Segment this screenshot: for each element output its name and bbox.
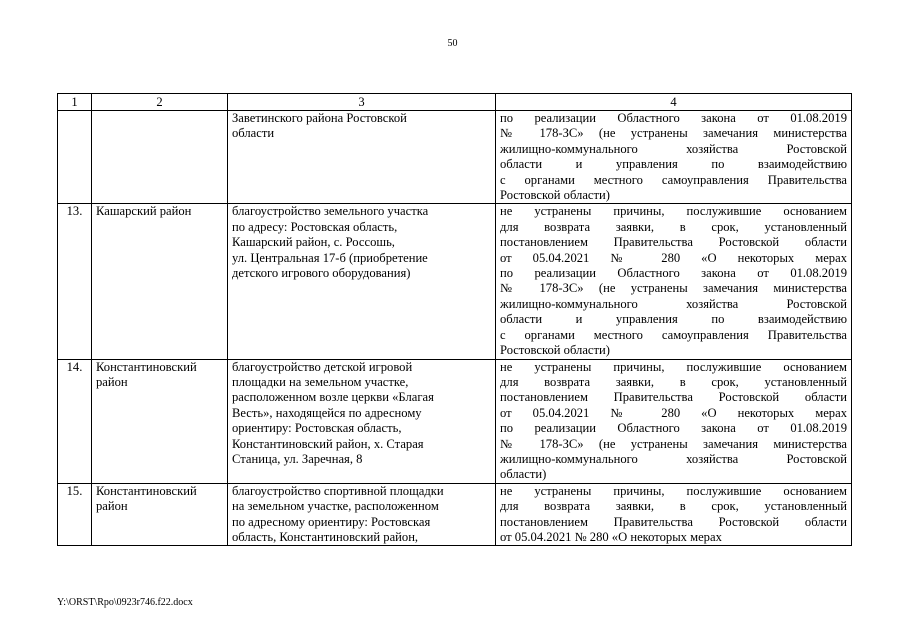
cell-text-line: жилищно-коммунального хозяйства Ростовской [500,141,847,156]
cell-text-line: № 178-ЗС» (не устранены замечания министерства [500,281,847,296]
cell-text-line: области и управления по взаимодействию [500,157,847,172]
cell-text-line: не устранены причины, послужившие основанием [500,204,847,219]
cell-text-line: благоустройство земельного участка [232,204,429,219]
cell-text-line: не устранены причины, послужившие основанием [500,359,847,374]
reason-cell [496,204,852,359]
cell-text-line: Константиновский [96,483,197,498]
table-row [58,483,852,546]
cell-text-line: расположенном возле церкви «Благая [232,390,434,405]
cell-text-line: для возврата заявки, в срок, установленный [500,374,847,389]
cell-text-line: жилищно-коммунального хозяйства Ростовской [500,296,847,311]
row-number-cell [58,111,92,204]
column-header-1: 1 [58,94,92,111]
cell-text-line: Заветинского района Ростовской [232,111,407,125]
cell-text-line: Ростовской области) [500,188,610,203]
document-table [57,93,852,546]
cell-text-line: площадки на земельном участке, [232,374,409,389]
page-number: 50 [447,38,458,49]
object-cell [228,359,496,483]
cell-text-line: ул. Центральная 17-б (приобретение [232,250,428,265]
cell-text-line: Кашарский район, с. Россошь, [232,235,395,250]
cell-text-line: на земельном участке, расположенном [232,499,439,514]
cell-text-line: район [96,499,128,514]
cell-text-line: детского игрового оборудования) [232,266,411,281]
cell-text-line: № 178-ЗС» (не устранены замечания министерства [500,126,847,141]
cell-text-line: область, Константиновский район, [232,529,419,544]
cell-text-line: № 178-ЗС» (не устранены замечания министерства [500,436,847,451]
cell-text-line: Весть», находящейся по адресному [232,405,422,420]
cell-text-line: благоустройство детской игровой [232,359,413,374]
table-header-row [58,94,852,111]
cell-text-line: области и управления по взаимодействию [500,312,847,327]
cell-text-line: по адресу: Ростовская область, [232,219,398,234]
cell-text-line: по реализации Областного закона от 01.08.2019 [500,266,847,281]
district-cell [92,204,228,359]
cell-text-line: для возврата заявки, в срок, установленный [500,219,847,234]
table-row [58,204,852,359]
row-number-cell: 14. [58,359,92,483]
row-number-cell: 15. [58,483,92,546]
cell-text-line: Ростовской области) [500,343,610,358]
cell-text-line: по реализации Областного закона от 01.08.2019 [500,421,847,436]
cell-text-line: Константиновский [96,359,197,374]
cell-text-line: ориентиру: Ростовская область, [232,421,402,436]
cell-text-line: жилищно-коммунального хозяйства Ростовской [500,451,847,466]
cell-text-line: от 05.04.2021 № 280 «О некоторых мерах [500,405,847,420]
cell-text-line: от 05.04.2021 № 280 «О некоторых мерах [500,529,722,544]
cell-text-line: по адресному ориентиру: Ростовская [232,514,431,529]
cell-text-line: по реализации Областного закона от 01.08.2019 [500,111,847,125]
object-cell [228,204,496,359]
column-header-2: 2 [92,94,228,111]
cell-text-line: от 05.04.2021 № 280 «О некоторых мерах [500,250,847,265]
cell-text-line: постановлением Правительства Ростовской области [500,390,847,405]
cell-text-line: с органами местного самоуправления Правительства [500,172,847,187]
cell-text-line: благоустройство спортивной площадки [232,483,444,498]
cell-text-line: Станица, ул. Заречная, 8 [232,451,363,466]
table-row-continuation [58,111,852,204]
row-number-cell: 13. [58,204,92,359]
cell-text-line: области [232,126,275,141]
cell-text-line: постановлением Правительства Ростовской области [500,235,847,250]
cell-text-line: не устранены причины, послужившие основанием [500,483,847,498]
footer-file-path: Y:\ORST\Rpo\0923r746.f22.docx [57,597,193,608]
district-cell [92,359,228,483]
column-header-3: 3 [228,94,496,111]
table-row [58,359,852,483]
cell-text-line: Кашарский район [96,204,192,219]
cell-text-line: для возврата заявки, в срок, установленный [500,499,847,514]
cell-text-line: области) [500,467,547,482]
object-cell [228,111,496,204]
column-header-4: 4 [496,94,852,111]
reason-cell [496,483,852,546]
reason-cell [496,111,852,204]
reason-cell [496,359,852,483]
cell-text-line: Константиновский район, х. Старая [232,436,424,451]
district-cell [92,111,228,204]
object-cell [228,483,496,546]
cell-text-line: постановлением Правительства Ростовской области [500,514,847,529]
cell-text-line: район [96,374,128,389]
cell-text-line: с органами местного самоуправления Правительства [500,327,847,342]
district-cell [92,483,228,546]
